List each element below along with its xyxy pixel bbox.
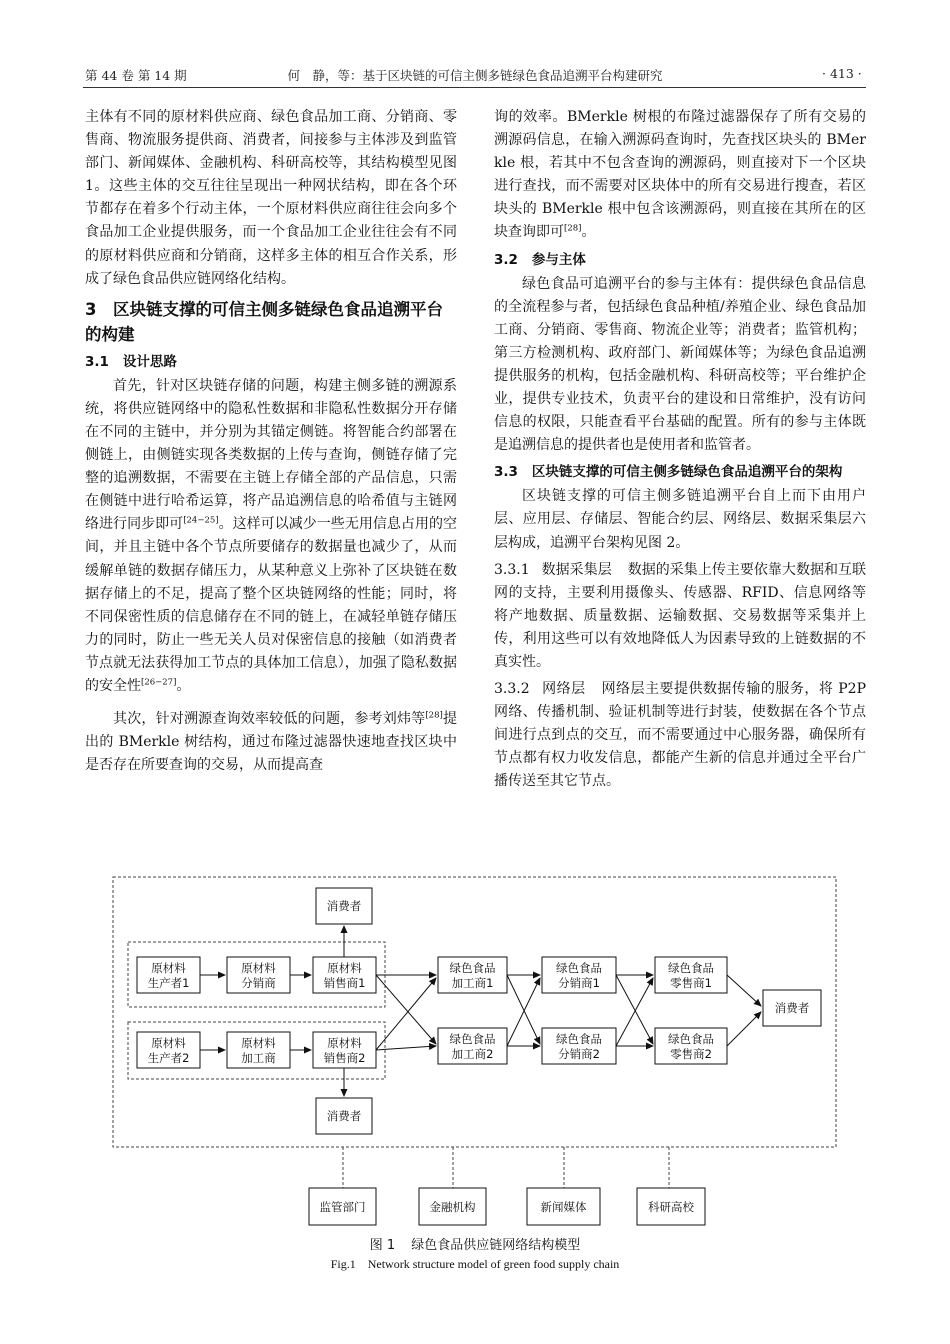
node-retailer-2-line-2: 零售商2 (670, 1047, 712, 1061)
section-3-3-2-title: 网络层 (541, 681, 586, 698)
figure-label-en: Fig.1 (330, 1257, 356, 1271)
section-3-3-1-number: 3.3.1 (494, 561, 530, 578)
arrow-dist1-ret2 (616, 975, 653, 1044)
page-number: · 413 · (822, 66, 862, 81)
node-retailer-1-line-2: 零售商1 (670, 976, 712, 990)
figure-title-cn: 绿色食品供应链网络结构模型 (411, 1238, 581, 1253)
node-processor-1-line-1: 绿色食品 (449, 961, 496, 975)
section-3-1-number: 3.1 (85, 353, 109, 370)
node-research-label: 科研高校 (648, 1200, 694, 1214)
section-3-3-1-text: 数据的采集上传主要依靠大数据和互联网的支持，主要利用摄像头、传感器、RFID、信息网络等将产地数据、质量数据、运输数据、交易数据等采集并上传，利用这些可以有效地降低人为因素导致的上链数据的不真实性。 (494, 561, 867, 670)
paragraph-design-second-b: 提出的 BMerkle 树结构，通过布隆过滤器快速地查找区块中是否存在所要查询的交易，从而提高查 (85, 711, 458, 774)
node-raw-processor-line-2: 加工商 (241, 1051, 276, 1065)
section-3-3-2-number: 3.3.2 (494, 681, 530, 698)
paragraph-design-first-a: 首先，针对区块链存储的问题，构建主侧多链的溯源系统，将供应链网络中的隐私性数据和非隐私性数据分开存储在不同的主链中，并分别为其锚定侧链。将智能合约部署在侧链上，由侧链实现各类数据的上传与查询，侧链存储了完整的追溯数据，不需要在主链上存储全部的产品信息，只需在侧链中进行哈希运算，将产品追溯信息的哈希值与主链网络进行同步即可 (85, 377, 457, 533)
node-raw-producer-1-line-2: 生产者1 (147, 976, 190, 990)
arrow-ret1-consumer (727, 975, 761, 1006)
node-retailer-1-line-1: 绿色食品 (668, 961, 714, 975)
section-3-2-number: 3.2 (494, 251, 518, 268)
journal-volume: 第 44 卷 第 14 期 (85, 68, 187, 83)
arrow-dist2-ret1 (616, 978, 653, 1046)
node-raw-seller-2 (313, 1032, 376, 1068)
node-raw-seller-2-line-2: 销售商2 (323, 1051, 366, 1065)
node-raw-producer-1-line-1: 原材料 (151, 961, 186, 975)
paragraph-architecture: 区块链支撑的可信主侧多链追溯平台自上而下由用户层、应用层、存储层、智能合约层、网络层、数据采集层六层构成，追溯平台架构见图 2。 (494, 488, 866, 551)
figure-arrows (200, 926, 761, 1096)
node-finance (419, 1188, 486, 1225)
node-regulator-label: 监管部门 (319, 1200, 366, 1214)
node-distributor-1 (542, 957, 616, 993)
node-distributor-2-line-1: 绿色食品 (556, 1032, 602, 1046)
node-consumer-bottom-label: 消费者 (326, 1109, 362, 1123)
node-raw-distributor (227, 957, 290, 993)
paragraph-participants: 绿色食品可追溯平台的参与主体有：提供绿色食品信息的全流程参与者，包括绿色食品种植/养殖企业、绿色食品加工商、分销商、零售商、物流企业等；消费者；监管机构；第三方检测机构、政府部门、新闻媒体等；为绿色食品追溯提供服务的机构，包括金融机构、科研高校等；平台维护企业，提供专业技术，负责平台的建设和日常维护，没有访问信息的权限，只能查看平台基础的配置。所有的参与主体既是追溯信息的提供者也是使用者和监管者。 (494, 275, 866, 454)
paragraph-design-first-c: 。 (176, 677, 191, 694)
running-title: 何 静，等：基于区块链的可信主侧多链绿色食品追溯平台构建研究 (287, 68, 663, 83)
node-processor-2 (438, 1028, 507, 1064)
node-consumer-right (763, 990, 821, 1026)
arrow-proc1-dist2 (507, 975, 540, 1044)
section-3-heading: 3 区块链支撑的可信主侧多链绿色食品追溯平台的构建 (85, 299, 443, 344)
node-consumer-top-label: 消费者 (326, 899, 362, 913)
node-raw-seller-2-line-1: 原材料 (327, 1036, 362, 1050)
indirect-connectors (343, 1147, 669, 1188)
node-raw-processor-line-1: 原材料 (241, 1036, 276, 1050)
node-distributor-1-line-1: 绿色食品 (556, 961, 602, 975)
arrow-proc2-dist1 (507, 978, 540, 1046)
node-processor-1 (438, 957, 507, 993)
node-retailer-1 (655, 957, 727, 993)
figure-label-cn: 图 1 (369, 1238, 396, 1253)
paragraph-structure-model: 主体有不同的原材料供应商、绿色食品加工商、分销商、零售商、物流服务提供商、消费者，间接参与主体涉及到监管部门、新闻媒体、金融机构、科研高校等，其结构模型见图 1。这些主体的交互往往呈现出一种网状结构，即在各个环节都存在着多个行动主体，一个原材料供应商往往会向多个食品加工企业提供服务，而一个食品加工企业往往会有不同的原材料供应商和分销商，这样多主体的相互合作关系，形成了绿色食品供应链网络化结构。 (85, 109, 457, 287)
section-3-2-title: 参与主体 (531, 251, 586, 268)
node-retailer-2-line-1: 绿色食品 (668, 1032, 714, 1046)
node-raw-producer-2-line-1: 原材料 (151, 1036, 186, 1050)
node-consumer-bottom (316, 1098, 372, 1134)
node-processor-2-line-1: 绿色食品 (449, 1032, 496, 1046)
node-research (637, 1188, 705, 1225)
arrow-seller1-proc2 (376, 975, 436, 1044)
node-raw-producer-2 (137, 1032, 200, 1068)
section-3-3-2-text: 网络层主要提供数据传输的服务，将 P2P 网络、传播机制、验证机制等进行封装，使数据在各个节点间进行点到点的交互，而不需要通过中心服务器，确保所有节点都有权力收发信息，都能产生新的信息并通过全平台广播传送至其它节点。 (494, 681, 866, 790)
figure-title-en: Network structure model of green food supply chain (367, 1257, 620, 1271)
paragraph-design-first-b: 。这样可以减少一些无用信息占用的空间，并且主链中各个节点所要储存的数据量也减少了，从而缓解单链的数据存储压力，从某种意义上弥补了区块链在数据存储上的不足，提高了整个区块链网络的性能；同时，将不同保密性质的信息储存在不同的链上，在减轻单链存储压力的同时，防止一些无关人员对保密信息的接触（如消费者节点就无法获得加工节点的具体加工信息），加强了隐私数据的安全性 (85, 516, 458, 694)
node-consumer-right-label: 消费者 (774, 1001, 810, 1015)
citation-28-left: [28] (425, 710, 443, 721)
figure-outer-frame (113, 877, 836, 1147)
section-3-3-title: 区块链支撑的可信主侧多链绿色食品追溯平台的架构 (531, 464, 843, 481)
node-regulator (309, 1188, 376, 1225)
paragraph-query-efficiency-a: 询的效率。BMerkle 树根的布隆过滤器保存了所有交易的溯源码信息，在输入溯源码查询时，先查找区块头的 BMerkle 根，若其中不包含查询的溯源码，则直接对下一个区块进行查找，而不需要对区块体中的所有交易进行搜查，若区块头的 BMerkle 根中包含该溯源码，则直接在其所在的区块查询即可 (494, 109, 866, 241)
node-processor-2-line-2: 加工商2 (451, 1047, 494, 1061)
citation-28-right: [28] (564, 223, 582, 234)
node-raw-distributor-line-2: 分销商 (241, 976, 276, 990)
section-3-3-1-title: 数据采集层 (541, 561, 612, 578)
node-consumer-top (316, 888, 372, 924)
node-media-label: 新闻媒体 (540, 1200, 587, 1214)
section-3-3-number: 3.3 (494, 464, 518, 481)
arrow-ret2-consumer (727, 1012, 761, 1046)
node-distributor-2 (542, 1028, 616, 1064)
node-raw-distributor-line-1: 原材料 (241, 961, 276, 975)
node-raw-processor (227, 1032, 290, 1068)
citation-26-27: [26−27] (141, 677, 177, 688)
node-retailer-2 (655, 1028, 727, 1064)
node-distributor-1-line-2: 分销商1 (558, 976, 600, 990)
figure-caption-cn (0, 1234, 950, 1253)
node-processor-1-line-2: 加工商1 (451, 976, 494, 990)
node-distributor-2-line-2: 分销商2 (558, 1047, 600, 1061)
figure-caption-en (0, 1257, 950, 1272)
node-raw-producer-2-line-2: 生产者2 (147, 1051, 190, 1065)
node-media (527, 1188, 600, 1225)
node-finance-label: 金融机构 (429, 1200, 476, 1214)
arrow-seller2-proc1 (376, 978, 436, 1050)
node-raw-producer-1 (137, 957, 200, 993)
node-raw-seller-1 (313, 957, 376, 993)
section-3-1-title: 设计思路 (122, 353, 177, 370)
paragraph-design-second-a: 其次，针对溯源查询效率较低的问题，参考刘炜等 (113, 711, 426, 728)
citation-24-25: [24−25] (183, 515, 219, 526)
paragraph-query-efficiency-b: 。 (581, 224, 596, 241)
node-raw-seller-1-line-1: 原材料 (327, 961, 362, 975)
node-raw-seller-1-line-2: 销售商1 (323, 976, 366, 990)
